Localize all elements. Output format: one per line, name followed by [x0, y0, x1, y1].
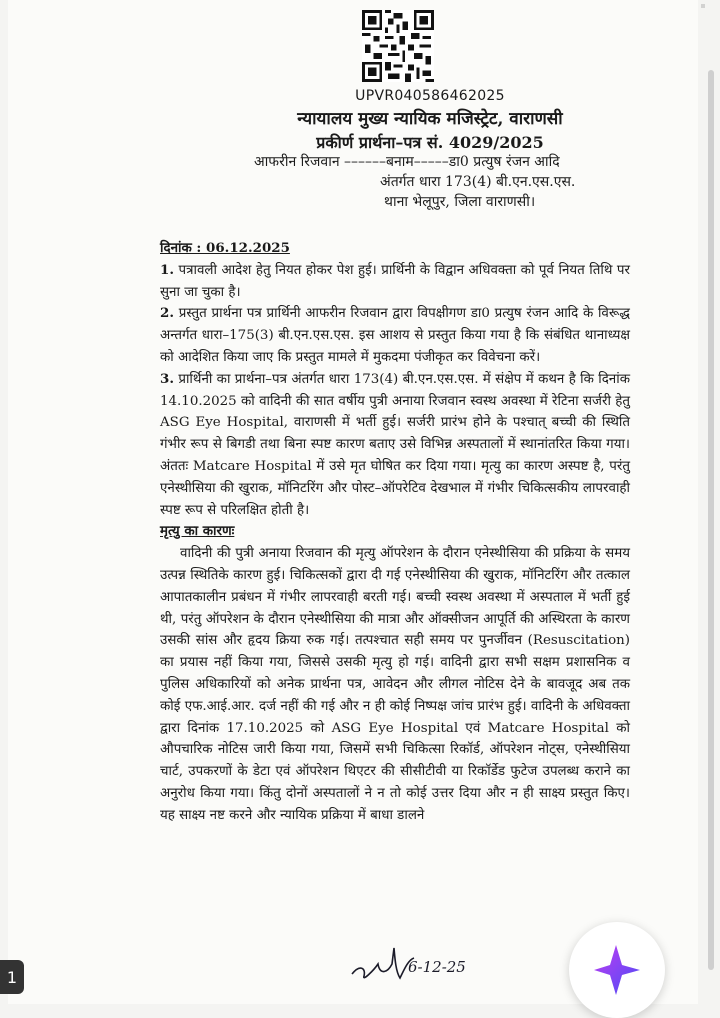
order-body: [160, 238, 630, 827]
paragraph-1-number: 1.: [160, 261, 174, 278]
sparkle-icon: [592, 943, 642, 997]
paragraph-2: [160, 303, 630, 368]
court-name: न्यायालय मुख्य न्यायिक मजिस्ट्रेट, वाराणसी: [297, 109, 563, 129]
cause-heading: मृत्यु का कारणः: [160, 523, 235, 540]
paragraph-1-text: पत्रावली आदेश हेतु नियत होकर पेश हुई। प्रार्थिनी के विद्वान अधिवक्ता को पूर्व नियत तिथि पर सुना जा चुका है।: [160, 262, 630, 300]
police-station: थाना भेलूपुर, जिला वाराणसी।: [384, 194, 536, 210]
paragraph-3-text: प्रार्थिनी का प्रार्थना–पत्र अंतर्गत धारा 173(4) बी.एन.एस.एस. में संक्षेप में कथन है कि दिनांक 14.10.2025 को वादिनी की सात वर्षीय पुत्री अनाया रिजवान स्वस्थ अवस्था में रेटिना सर्जरी हेतु ASG Eye Hospital, वाराणसी में भर्ती हुई। सर्जरी प्रारंभ होने के पश्चात् बच्ची की स्थिति गंभीर रूप से बिगडी तथा बिना स्पष्ट कारण बताए उसे विभिन्न अस्पतालों में स्थानांतरित किया गया। अंततः Matcare Hospital में उसे मृत घोषित कर दिया गया। मृत्यु का कारण अस्पष्ट है, परंतु एनेस्थीसिया की खुराक, मॉनिटरिंग और पोस्ट–ऑपरेटिव देखभाल में गंभीर चिकित्सकीय लापरवाही स्पष्ट रूप से परिलक्षित होती है।: [160, 371, 630, 518]
paragraph-2-text: प्रस्तुत प्रार्थना पत्र प्रार्थिनी आफरीन रिजवान द्वारा विपक्षीगण डा0 प्रत्युष रंजन आदि के विरूद्ध अन्तर्गत धारा–175(3) बी.एन.एस.एस. इस आशय से प्रस्तुत किया गया है कि संबंधित थानाध्यक्ष को आदेशित किया जाए कि प्रस्तुत मामले में मुकदमा पंजीकृत कर विवेचना करें।: [160, 306, 630, 365]
cause-paragraph: वादिनी की पुत्री अनाया रिजवान की मृत्यु ऑपरेशन के दौरान एनेस्थीसिया की प्रक्रिया के समय उत्पन्न स्थितिके कारण हुई। चिकित्सकों द्वारा दी गई एनेस्थीसिया की खुराक, मॉनिटरिंग और तत्काल आपातकालीन प्रबंधन में गंभीर लापरवाही बरती गई। बच्ची स्वस्थ अवस्था में अस्पताल में भर्ती हुई थी, परंतु ऑपरेशन के दौरान एनेस्थीसिया की मात्रा और ऑक्सीजन आपूर्ति की अस्थिरता के कारण उसकी सांस और हृदय क्रिया रुक गई। तत्पश्चात सही समय पर पुनर्जीवन (Resuscitation) का प्रयास नहीं किया गया, जिससे उसकी मृत्यु हो गई। वादिनी द्वारा सभी सक्षम प्रशासनिक व पुलिस अधिकारियों को अनेक प्रार्थना पत्र, आवेदन और लीगल नोटिस देने के बावजूद अब तक कोई एफ.आई.आर. दर्ज नहीं की गई और न ही कोई निष्पक्ष जांच प्रारंभ हुई। वादिनी के अधिवक्ता द्वारा दिनांक 17.10.2025 को ASG Eye Hospital एवं Matcare Hospital को औपचारिक नोटिस जारी किया गया, जिसमें सभी चिकित्सा रिकॉर्ड, ऑपरेशन नोट्स, एनेस्थीसिया चार्ट, उपकरणों के डेटा एवं ऑपरेशन थिएटर की सीसीटीवी या रिकॉर्डेड फुटेज उपलब्ध कराने का अनुरोध किया गया। किंतु दोनों अस्पतालों ने न तो कोई उत्तर दिया और न ही साक्ष्य प्रस्तुत किए। यह साक्ष्य नष्ट करने और न्यायिक प्रक्रिया में बाधा डालने: [160, 546, 630, 823]
order-date-heading: दिनांक : 06.12.2025: [160, 240, 290, 256]
paragraph-1: [160, 260, 630, 304]
case-section: अंतर्गत धारा 173(4) बी.एन.एस.एस.: [380, 174, 576, 190]
paragraph-3-number: 3.: [160, 370, 174, 387]
paragraph-2-number: 2.: [160, 305, 174, 322]
qr-code-icon: [361, 10, 435, 82]
document-code: UPVR040586462025: [355, 88, 505, 104]
case-parties: आफरीन रिजवान ––––––बनाम–––––डा0 प्रत्युष रंजन आदि: [254, 154, 560, 170]
page-badge: 1: [0, 960, 24, 994]
signature-date: 6-12-25: [408, 958, 466, 976]
page-edge-shadow: [708, 70, 714, 970]
signature-image: [348, 934, 468, 986]
case-title: प्रकीर्ण प्रार्थना–पत्र सं. 4029/2025: [316, 133, 544, 152]
paragraph-3: [160, 369, 630, 522]
